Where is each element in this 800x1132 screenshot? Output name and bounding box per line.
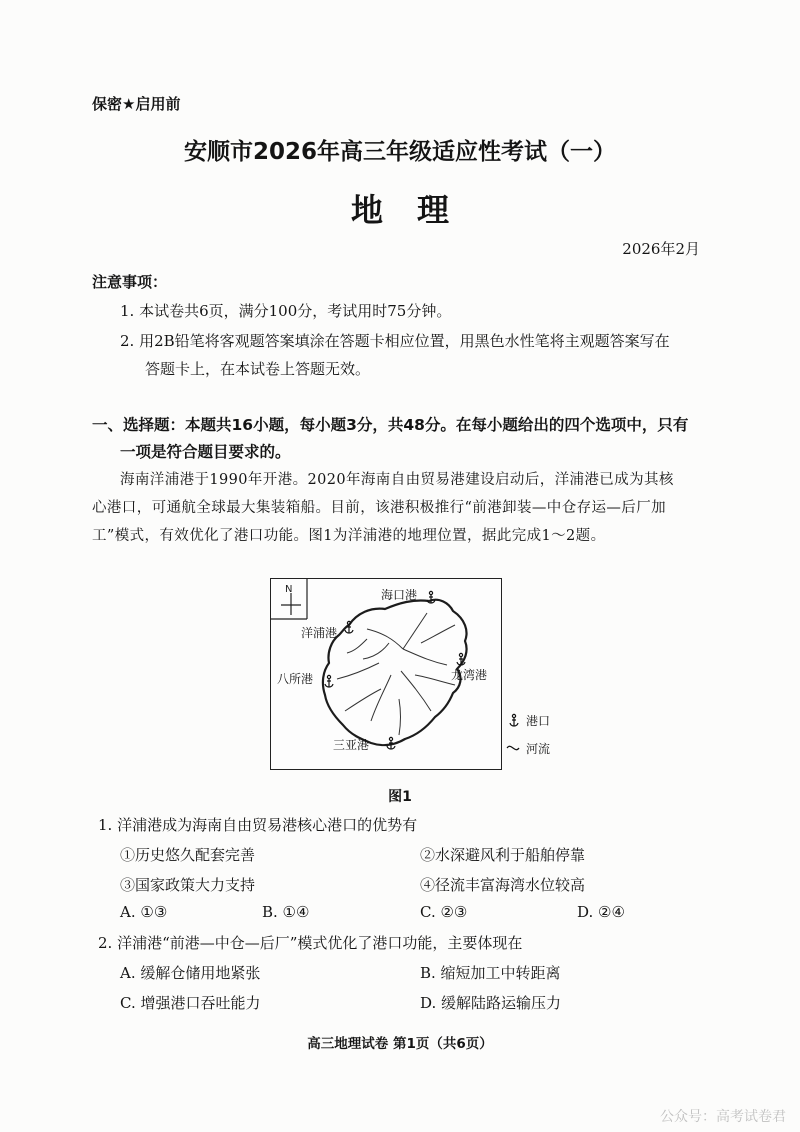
q2-option-c: C. 增强港口吞吐能力	[120, 994, 261, 1012]
q1-option-a: A. ①③	[120, 903, 168, 921]
notice-item-2-cont: 答题卡上，在本试卷上答题无效。	[145, 360, 371, 378]
figure-caption: 图1	[388, 789, 412, 805]
q2-option-a: A. 缓解仓储用地紧张	[120, 964, 261, 982]
q2-option-d: D. 缓解陆路运输压力	[420, 994, 562, 1012]
passage-line-2: 心港口，可通航全球最大集装箱船。目前，该港积极推行“前港卸装—中仓存运—后厂加	[92, 500, 667, 516]
notice-item-1: 1. 本试卷共6页，满分100分，考试用时75分钟。	[120, 302, 452, 320]
confidential-label: 保密★启用前	[92, 95, 181, 113]
map-drawing	[271, 579, 501, 769]
subject-title: 地理	[350, 191, 483, 229]
legend-river-icon	[507, 746, 519, 749]
rivers	[337, 613, 455, 735]
q1-option-b: B. ①④	[262, 903, 310, 921]
q2-option-b: B. 缩短加工中转距离	[420, 964, 561, 982]
q1-option-d: D. ②④	[577, 903, 625, 921]
section-1-heading: 一、选择题：本题共16小题，每小题3分，共48分。在每小题给出的四个选项中，只有	[92, 416, 689, 434]
notice-item-2: 2. 用2B铅笔将客观题答案填涂在答题卡相应位置，用黑色水性笔将主观题答案写在	[120, 332, 670, 350]
notice-heading: 注意事项：	[92, 273, 168, 291]
hainan-port-map	[270, 578, 502, 770]
question-2-stem: 2. 洋浦港“前港—中仓—后厂”模式优化了港口功能，主要体现在	[98, 934, 523, 952]
port-label-haikou: 海口港	[381, 588, 418, 602]
port-label-yangpu: 洋浦港	[301, 626, 338, 640]
legend-river-label: 河流	[526, 742, 551, 756]
passage-line-1: 海南洋浦港于1990年开港。2020年海南自由贸易港建设启动后，洋浦港已成为其核	[120, 472, 674, 488]
north-label: N	[285, 584, 293, 595]
exam-title: 安顺市2026年高三年级适应性考试（一）	[183, 139, 616, 165]
port-label-sanya: 三亚港	[333, 738, 370, 752]
passage-line-3: 工”模式，有效优化了港口功能。图1为洋浦港的地理位置，据此完成1～2题。	[92, 528, 606, 544]
exam-date: 2026年2月	[622, 240, 700, 258]
section-1-heading-cont: 一项是符合题目要求的。	[120, 443, 291, 461]
anchor-icon	[325, 675, 333, 687]
port-label-basuo: 八所港	[277, 672, 314, 686]
port-label-longwan: 龙湾港	[451, 668, 488, 682]
anchor-icon	[427, 591, 435, 603]
q1-statement-1: ①历史悠久配套完善	[120, 846, 256, 864]
q1-statement-4: ④径流丰富海湾水位较高	[420, 876, 586, 894]
page-footer: 高三地理试卷 第1页（共6页）	[307, 1036, 493, 1052]
question-1-stem: 1. 洋浦港成为海南自由贸易港核心港口的优势有	[98, 816, 418, 834]
watermark: 公众号：高考试卷君	[660, 1109, 786, 1125]
q1-statement-2: ②水深避风利于船舶停靠	[420, 846, 586, 864]
north-arrow-icon	[271, 579, 307, 619]
hainan-island-outline	[323, 600, 467, 745]
legend-anchor-icon	[510, 714, 518, 726]
legend-port-label: 港口	[526, 714, 551, 728]
map-legend	[505, 708, 575, 758]
q1-statement-3: ③国家政策大力支持	[120, 876, 256, 894]
q1-option-c: C. ②③	[420, 903, 468, 921]
